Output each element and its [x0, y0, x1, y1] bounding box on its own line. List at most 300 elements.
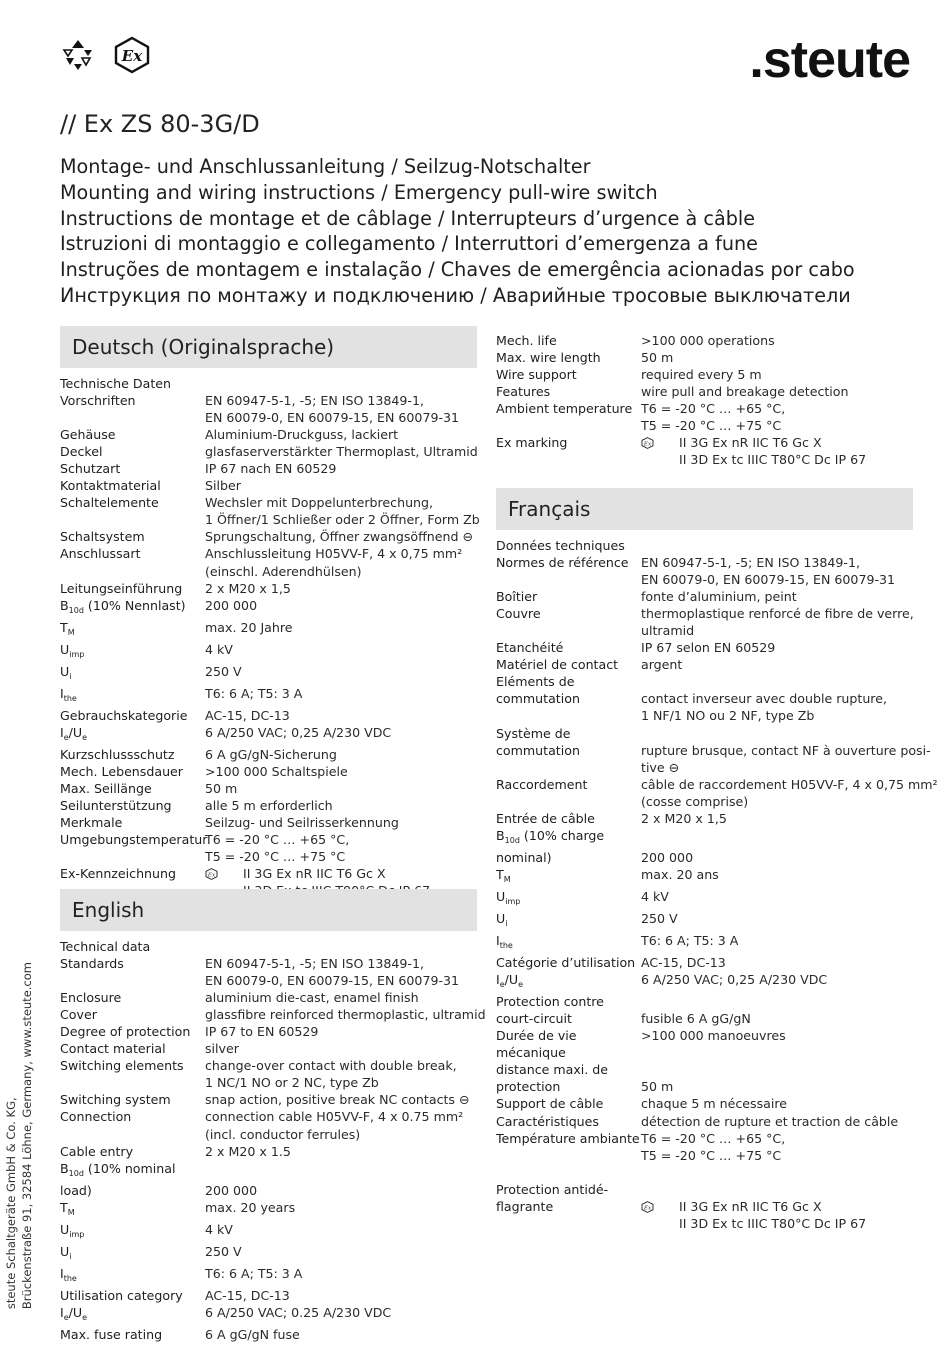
spec-row — [496, 1198, 916, 1215]
spec-row — [60, 780, 480, 797]
spec-label — [496, 571, 641, 588]
subtitle-en: Mounting and wiring instructions / Emergency pull-wire switch — [60, 180, 658, 204]
spec-value: (incl. conductor ferrules) — [205, 1126, 361, 1142]
spec-value: 50 m — [641, 1079, 674, 1095]
spec-label: Protection contre — [496, 994, 604, 1010]
spec-row — [60, 972, 480, 989]
spec-value: IP 67 selon EN 60529 — [641, 640, 776, 656]
spec-row — [60, 1074, 480, 1091]
spec-label: $U_i$ — [60, 1243, 72, 1261]
spec-label: Merkmale — [60, 815, 123, 831]
spec-label: Enclosure — [60, 990, 122, 1006]
spec-label: Support de câble — [496, 1096, 604, 1112]
spec-row — [60, 663, 480, 685]
spec-value: EN 60079-0, EN 60079-15, EN 60079-31 — [205, 410, 460, 426]
spec-label — [496, 622, 641, 639]
spec-label: commutation — [496, 691, 580, 707]
spec-value: thermoplastique renforcé de fibre de verre, — [641, 606, 914, 622]
ex-marking-icon — [641, 1198, 679, 1215]
company-address-line: Brückenstraße 91, 32584 Löhne, Germany, www.steute.com — [20, 961, 34, 1309]
spec-label: Température ambiante — [496, 1130, 640, 1146]
svg-text:Ex: Ex — [121, 47, 143, 65]
spec-row — [496, 1164, 916, 1181]
spec-row — [60, 443, 480, 460]
spec-row — [496, 1181, 916, 1198]
spec-label: Ex marking — [496, 435, 568, 451]
spec-label: Gehäuse — [60, 427, 116, 443]
spec-label: Connection — [60, 1109, 132, 1125]
spec-label: Durée de vie mécanique — [496, 1028, 577, 1061]
spec-label: $U_{imp}$ — [60, 1221, 85, 1239]
spec-value: 200 000 — [205, 597, 258, 613]
spec-label: Max. Seillänge — [60, 781, 152, 797]
steute-logo: .steute — [749, 31, 910, 89]
spec-value: silver — [205, 1041, 239, 1057]
spec-label — [60, 1126, 205, 1143]
spec-value: T6 = -20 °C … +65 °C, — [205, 832, 350, 848]
spec-label — [60, 848, 205, 865]
spec-label — [496, 793, 641, 810]
section-heading-english: English — [60, 889, 477, 931]
spec-label: Cover — [60, 1007, 97, 1023]
spec-label: Switching elements — [60, 1058, 184, 1074]
spec-label: Contact material — [60, 1041, 166, 1057]
spec-label: commutation — [496, 742, 580, 758]
spec-value: 200 000 — [641, 849, 694, 865]
spec-label — [60, 511, 205, 528]
spec-value: EN 60079-0, EN 60079-15, EN 60079-31 — [205, 973, 460, 989]
spec-label: Schaltsystem — [60, 529, 145, 545]
spec-value — [205, 1160, 480, 1182]
spec-label: Kurzschlussschutz — [60, 746, 175, 762]
spec-row — [60, 1126, 480, 1143]
spec-row — [496, 332, 916, 349]
spec-value: Silber — [205, 478, 241, 494]
spec-value: Ex II 3G Ex nR IIC T6 Gc X — [641, 1198, 916, 1215]
spec-value: 1 NC/1 NO or 2 NC, type Zb — [205, 1075, 379, 1091]
subtitle-fr: Instructions de montage et de câblage / Interrupteurs d’urgence à câble — [60, 206, 756, 230]
document-title: // Ex ZS 80-3G/D — [60, 110, 260, 138]
spec-value: snap action, positive break NC contacts ⊖ — [205, 1092, 470, 1108]
spec-value: required every 5 m — [641, 367, 762, 383]
spec-value: max. 20 ans — [641, 866, 719, 882]
ex-mark-icon — [112, 36, 152, 78]
svg-text:Ex: Ex — [643, 1205, 652, 1212]
spec-row — [496, 707, 916, 724]
spec-value: II 3D Ex tc IIIC T80°C Dc IP 67 — [679, 452, 867, 468]
spec-value — [641, 1061, 916, 1078]
spec-table-deutsch — [60, 375, 480, 899]
spec-row — [496, 656, 916, 673]
spec-value — [641, 1164, 916, 1181]
spec-row — [496, 1010, 916, 1027]
spec-value: 2 x M20 x 1.5 — [205, 1143, 291, 1159]
spec-label: Degree of protection — [60, 1024, 191, 1040]
spec-value: T6 = -20 °C … +65 °C, — [641, 401, 786, 417]
spec-value: 1 Öffner/1 Schließer oder 2 Öffner, Form Zb — [205, 512, 480, 528]
ex-marking-icon — [641, 434, 679, 451]
spec-row — [496, 417, 916, 434]
spec-row — [60, 545, 480, 562]
spec-label: Schaltelemente — [60, 495, 159, 511]
spec-value: 6 A/250 VAC; 0,25 A/230 VDC — [205, 724, 392, 740]
spec-row — [60, 1199, 480, 1221]
spec-value — [641, 537, 916, 554]
spec-label: Caractéristiques — [496, 1113, 599, 1129]
spec-value: AC-15, DC-13 — [641, 955, 726, 971]
spec-row — [496, 810, 916, 827]
spec-value: (cosse comprise) — [641, 793, 749, 809]
spec-label: $U_{imp}$ — [496, 888, 521, 906]
spec-value: T6: 6 A; T5: 3 A — [205, 685, 303, 701]
spec-label: $I_e/U_e$ — [60, 724, 88, 742]
spec-value: IP 67 to EN 60529 — [205, 1024, 319, 1040]
spec-value: IP 67 nach EN 60529 — [205, 461, 337, 477]
spec-row — [60, 865, 480, 882]
spec-value: max. 20 years — [205, 1199, 296, 1215]
spec-label: Boîtier — [496, 589, 538, 605]
spec-row — [496, 849, 916, 866]
spec-row — [496, 776, 938, 793]
spec-row — [60, 1304, 480, 1326]
spec-label — [60, 409, 205, 426]
spec-value: >100 000 Schaltspiele — [205, 763, 348, 779]
spec-row — [496, 434, 916, 451]
spec-row — [496, 673, 916, 690]
spec-label: $I_e/U_e$ — [60, 1304, 88, 1322]
spec-value — [205, 375, 480, 392]
spec-value — [641, 725, 916, 742]
spec-row — [60, 1057, 480, 1074]
spec-row — [60, 848, 480, 865]
spec-label: Ambient temperature — [496, 401, 633, 417]
spec-value: détection de rupture et traction de câble — [641, 1113, 899, 1129]
spec-value: fusible 6 A gG/gN — [641, 1011, 751, 1027]
subtitle-it: Istruzioni di montaggio e collegamento / Interruttori d’emergenza a fune — [60, 232, 758, 256]
spec-value: T6 = -20 °C … +65 °C, — [641, 1130, 786, 1146]
spec-row — [496, 1061, 916, 1078]
spec-value: EN 60947-5-1, -5; EN ISO 13849-1, — [205, 393, 424, 409]
spec-value: >100 000 operations — [641, 333, 775, 348]
spec-label: flagrante — [496, 1198, 554, 1214]
spec-table-english — [60, 938, 486, 1343]
spec-row — [60, 597, 480, 619]
spec-row — [496, 451, 916, 468]
spec-label: Raccordement — [496, 776, 588, 792]
spec-row — [496, 1095, 916, 1112]
svg-text:Ex: Ex — [207, 872, 216, 879]
spec-row — [60, 375, 480, 392]
spec-row — [60, 938, 480, 955]
spec-label: $I_e/U_e$ — [496, 972, 524, 990]
spec-row — [60, 1006, 486, 1023]
spec-label: Système de — [496, 725, 571, 741]
spec-row — [60, 1023, 480, 1040]
spec-row — [60, 460, 480, 477]
spec-row — [496, 571, 916, 588]
spec-value: rupture brusque, contact NF à ouverture posi- — [641, 742, 931, 758]
spec-label: $T_M$ — [496, 866, 511, 884]
spec-value: Ex II 3G Ex nR IIC T6 Gc X — [205, 865, 480, 882]
spec-value: Aluminium-Druckguss, lackiert — [205, 427, 399, 443]
spec-value — [641, 673, 916, 690]
spec-value: 6 A gG/gN fuse — [205, 1326, 300, 1342]
spec-label: $B_{10d}$ (10% nominal — [60, 1160, 176, 1178]
spec-label: Catégorie d’utilisation — [496, 955, 636, 971]
spec-row — [60, 989, 480, 1006]
spec-value: fonte d’aluminium, peint — [641, 589, 797, 605]
spec-label: Wire support — [496, 367, 577, 383]
spec-value: glasfaserverstärkter Thermoplast, Ultramid — [205, 444, 478, 460]
spec-label: Deckel — [60, 444, 103, 460]
spec-row — [60, 580, 480, 597]
spec-label: Technical data — [60, 939, 151, 954]
spec-label: Normes de référence — [496, 555, 629, 571]
company-address — [3, 962, 39, 1309]
spec-value: change-over contact with double break, — [205, 1058, 457, 1074]
spec-label — [496, 1215, 641, 1232]
spec-row — [60, 1091, 480, 1108]
spec-value: 250 V — [205, 1243, 242, 1259]
spec-row — [60, 724, 480, 746]
spec-row — [496, 366, 916, 383]
spec-value: Wechsler mit Doppelunterbrechung, — [205, 495, 434, 511]
spec-row — [60, 1287, 480, 1304]
spec-label: Entrée de câble — [496, 810, 595, 826]
spec-value: T6: 6 A; T5: 3 A — [641, 933, 739, 949]
company-name-line: steute Schaltgeräte GmbH & Co. KG, — [4, 1097, 18, 1309]
spec-value: 250 V — [641, 910, 678, 926]
spec-row — [60, 619, 480, 641]
spec-value: Sprungschaltung, Öffner zwangsöffnend ⊖ — [205, 529, 474, 545]
spec-row — [60, 641, 480, 663]
spec-row — [60, 814, 480, 831]
spec-value: 4 kV — [205, 1221, 233, 1237]
spec-label: Vorschriften — [60, 393, 136, 409]
spec-row — [60, 1326, 480, 1343]
spec-row — [496, 383, 916, 400]
spec-label: Max. fuse rating — [60, 1326, 163, 1342]
spec-label — [496, 451, 641, 468]
spec-value — [641, 827, 916, 849]
spec-row — [496, 588, 916, 605]
spec-row — [60, 426, 480, 443]
spec-row — [60, 477, 480, 494]
spec-label: Technische Daten — [60, 376, 171, 391]
spec-label: load) — [60, 1182, 92, 1198]
spec-value: >100 000 manoeuvres — [641, 1028, 786, 1044]
spec-row — [60, 1243, 480, 1265]
spec-value: (einschl. Aderendhülsen) — [205, 563, 362, 579]
spec-label: Switching system — [60, 1092, 171, 1108]
subtitle-pt: Instruções de montagem e instalação / Chaves de emergência acionadas por cabo — [60, 258, 855, 282]
spec-label: Matériel de contact — [496, 657, 619, 673]
spec-row — [496, 639, 916, 656]
spec-label: Max. wire length — [496, 350, 601, 366]
spec-row — [496, 1078, 916, 1095]
spec-label: Données techniques — [496, 538, 625, 553]
spec-row — [496, 1130, 916, 1147]
spec-value: contact inverseur avec double rupture, — [641, 691, 887, 707]
spec-value: 250 V — [205, 663, 242, 679]
spec-label — [60, 1074, 205, 1091]
spec-label — [496, 707, 641, 724]
spec-row — [60, 511, 480, 528]
spec-table-english-continued — [496, 332, 916, 468]
spec-row — [496, 993, 916, 1010]
spec-label: $U_{imp}$ — [60, 641, 85, 659]
spec-label: Umgebungstemperatur — [60, 832, 208, 848]
spec-value: T5 = -20 °C … +75 °C — [641, 1147, 782, 1163]
spec-row — [496, 910, 916, 932]
spec-row — [496, 605, 916, 622]
spec-row — [496, 759, 916, 776]
spec-value: 2 x M20 x 1,5 — [205, 580, 291, 596]
spec-label: Eléments de — [496, 674, 575, 690]
spec-row — [60, 707, 480, 724]
subtitle-de: Montage- und Anschlussanleitung / Seilzug-Notschalter — [60, 155, 591, 178]
spec-label: $I_{the}$ — [60, 1265, 77, 1283]
spec-label: Features — [496, 384, 551, 400]
spec-value: EN 60947-5-1, -5; EN ISO 13849-1, — [641, 555, 860, 571]
spec-row — [60, 1265, 480, 1287]
spec-label: $T_M$ — [60, 1199, 75, 1217]
spec-row — [496, 349, 916, 366]
spec-row — [60, 392, 480, 409]
spec-table-francais — [496, 537, 938, 1232]
spec-label: Cable entry — [60, 1143, 134, 1159]
header-icons — [60, 36, 152, 78]
spec-value: 2 x M20 x 1,5 — [641, 810, 727, 826]
spec-row — [60, 528, 480, 545]
spec-row — [60, 797, 480, 814]
spec-label: distance maxi. de — [496, 1062, 609, 1078]
spec-value: 1 NF/1 NO ou 2 NF, type Zb — [641, 708, 815, 724]
spec-row — [496, 932, 916, 954]
spec-value: AC-15, DC-13 — [205, 707, 290, 723]
spec-value: ultramid — [641, 623, 695, 639]
spec-row — [496, 725, 916, 742]
spec-value: 4 kV — [205, 641, 233, 657]
spec-row — [60, 1143, 480, 1160]
spec-label: Mech. Lebensdauer — [60, 763, 183, 779]
spec-row — [496, 888, 916, 910]
spec-row — [496, 537, 916, 554]
spec-label: $B_{10d}$ (10% Nennlast) — [60, 597, 186, 615]
spec-label: $U_i$ — [496, 910, 508, 928]
spec-label: $B_{10d}$ (10% charge — [496, 827, 605, 845]
spec-row — [60, 685, 480, 707]
spec-label: Utilisation category — [60, 1287, 183, 1303]
spec-value: glassfibre reinforced thermoplastic, ultramid — [205, 1007, 486, 1023]
spec-label: Protection antidé- — [496, 1181, 609, 1197]
spec-label: court-circuit — [496, 1011, 572, 1027]
spec-row — [496, 554, 916, 571]
spec-value: 6 A/250 VAC; 0.25 A/230 VDC — [205, 1304, 392, 1320]
spec-label: $I_{the}$ — [60, 685, 77, 703]
spec-row — [496, 622, 916, 639]
spec-value: 200 000 — [205, 1182, 258, 1198]
spec-label: Mech. life — [496, 333, 557, 348]
spec-label: Gebrauchskategorie — [60, 707, 188, 723]
spec-row — [60, 831, 480, 848]
spec-label: Kontaktmaterial — [60, 478, 161, 494]
spec-value — [205, 938, 480, 955]
spec-label: Leitungseinführung — [60, 580, 183, 596]
section-heading-deutsch: Deutsch (Originalsprache) — [60, 326, 477, 368]
spec-label: Anschlussart — [60, 546, 141, 562]
spec-value: wire pull and breakage detection — [641, 384, 849, 400]
spec-label — [496, 1164, 641, 1181]
spec-row — [496, 971, 916, 993]
spec-label: Schutzart — [60, 461, 121, 477]
spec-row — [60, 955, 480, 972]
spec-row — [496, 1215, 916, 1232]
spec-label — [496, 1147, 641, 1164]
spec-value: T6: 6 A; T5: 3 A — [205, 1265, 303, 1281]
spec-value: tive ⊖ — [641, 759, 680, 775]
spec-value: câble de raccordement H05VV-F, 4 x 0,75 mm² — [641, 776, 938, 792]
spec-row — [496, 400, 916, 417]
spec-row — [60, 763, 480, 780]
spec-row — [60, 746, 480, 763]
spec-row — [60, 563, 480, 580]
spec-row — [496, 866, 916, 888]
spec-value: 50 m — [205, 781, 238, 797]
spec-label: Couvre — [496, 606, 541, 622]
spec-value: max. 20 Jahre — [205, 619, 293, 635]
svg-text:Ex: Ex — [643, 441, 652, 448]
spec-value: T5 = -20 °C … +75 °C — [205, 849, 346, 865]
spec-label — [60, 972, 205, 989]
spec-label — [496, 759, 641, 776]
spec-value: Seilzug- und Seilrisserkennung — [205, 815, 399, 831]
spec-label: $U_i$ — [60, 663, 72, 681]
spec-value: EN 60079-0, EN 60079-15, EN 60079-31 — [641, 572, 896, 588]
spec-value: Anschlussleitung H05VV-F, 4 x 0,75 mm² — [205, 546, 463, 562]
subtitle-ru: Инструкция по монтажу и подключению / Аварийные тросовые выключатели — [60, 283, 851, 307]
spec-value: aluminium die-cast, enamel finish — [205, 990, 419, 1006]
spec-row — [496, 1027, 916, 1061]
spec-row — [60, 1040, 480, 1057]
spec-row — [60, 1108, 480, 1125]
spec-value — [641, 1181, 916, 1198]
spec-row — [496, 827, 916, 849]
spec-row — [60, 1182, 480, 1199]
spec-label: Standards — [60, 956, 124, 972]
spec-label — [60, 563, 205, 580]
spec-value: EN 60947-5-1, -5; EN ISO 13849-1, — [205, 956, 424, 972]
spec-row — [60, 494, 480, 511]
spec-value: alle 5 m erforderlich — [205, 798, 333, 814]
spec-row — [60, 1221, 480, 1243]
spec-value: chaque 5 m nécessaire — [641, 1096, 788, 1112]
spec-row — [60, 409, 480, 426]
spec-row — [496, 954, 916, 971]
spec-value: argent — [641, 657, 683, 673]
spec-row — [496, 1147, 916, 1164]
spec-label — [496, 417, 641, 434]
spec-label: Ex-Kennzeichnung — [60, 866, 176, 882]
atex-hazard-icon — [60, 38, 96, 76]
spec-value: Ex II 3G Ex nR IIC T6 Gc X — [641, 434, 916, 451]
spec-label: Seilunterstützung — [60, 798, 172, 814]
spec-row — [60, 1160, 480, 1182]
spec-label: $T_M$ — [60, 619, 75, 637]
spec-label: nominal) — [496, 849, 552, 865]
section-heading-francais: Français — [496, 488, 913, 530]
spec-row — [496, 742, 931, 759]
